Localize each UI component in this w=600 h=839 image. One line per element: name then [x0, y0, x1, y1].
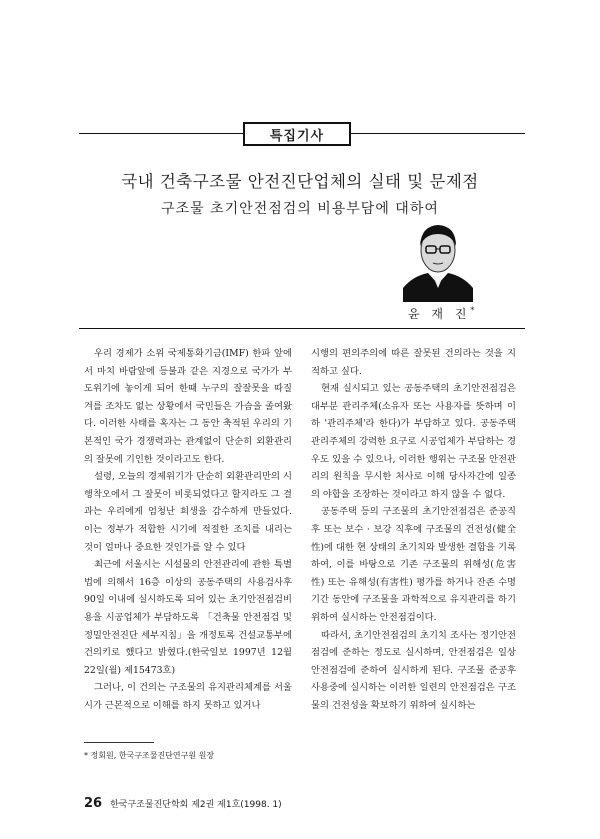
body-column-right — [311, 345, 516, 714]
author-photo — [403, 218, 473, 302]
paragraph: 현재 실시되고 있는 공동주택의 초기안전점검은 대부분 관리주체(소유자 또는 사용자를 뜻하며 이하 '관리주체'라 한다)가 부담하고 있다. 공동주택 관리주체의 강력한 요구로 시공업체가 부담하는 경우도 있을 수 있으나, 이러한 행위는 구조물 안전관리의 원칙을 무시한 처사로 이해 당사자간에 일종의 야합을 조장하는 것이라고 하지 않을 수 없다. — [311, 383, 516, 500]
section-label-box — [243, 122, 351, 146]
paragraph: 공동주택 등의 구조물의 초기안전점검은 준공직후 또는 보수 · 보강 직후에 구조물의 건전성(健全性)에 대한 현 상태의 초기치와 발생한 결함을 기록하여, 이를 바탕으로 기존 구조물의 위해성(危害性) 또는 유해성(有害性) 평가를 하거나 잔존 수명기간 동안에 구조물을 과학적으로 유지관리를 하기 위하여 실시하는 안전점검이다. — [311, 506, 516, 623]
author-name — [408, 305, 474, 322]
paragraph: 설령, 오늘의 경제위기가 단순히 외환관리만의 시행착오에서 그 잘못이 비롯되었다고 할지라도 그 결과는 우리에게 엄청난 희생을 감수하게 만들었다. 이는 정부가 적합한 시기에 적절한 조치를 내리는 것이 얼마나 중요한 것인가를 알 수 있다 — [84, 471, 292, 553]
journal-citation: 한국구조물진단학회 제2권 제1호(1998. 1) — [110, 800, 282, 810]
paragraph: 그러나, 이 건의는 구조물의 유지관리체계를 서울시가 근본적으로 이해를 하지 못하고 있거나 — [84, 682, 292, 711]
article-subtitle: 구조물 초기안전점검의 비용부담에 대하여 — [161, 201, 439, 217]
paragraph: 따라서, 초기안전점검의 초기치 조사는 정기안전점검에 준하는 정도로 실시하며, 안전점검은 일상안전점검에 준하여 실시하게 된다. 구조물 준공후 사용중에 실시하는 이러한 일련의 안전점검은 구조물의 건전성을 확보하기 위하여 실시하는 — [311, 629, 516, 711]
page-footer — [84, 796, 282, 811]
page-number: 26 — [84, 796, 103, 811]
body-column-left — [84, 345, 292, 714]
article-title: 국내 건축구조물 안전진단업체의 실태 및 문제점 — [121, 172, 479, 191]
body-rule — [79, 328, 525, 329]
author-footnote-mark: * — [470, 306, 475, 315]
paragraph: 최근에 서울시는 시설물의 안전관리에 관한 특별법에 의해서 16층 이상의 공동주택의 사용검사후 90일 이내에 실시하도록 되어 있는 초기안전점검비용을 시공업체가 부담하도록 「건축물 안전점검 및 정밀안전진단 세부지침」을 개정토록 건설교통부에 건의키로 했다고 밝혔다.(한국일보 1997년 12월 22일(월) 제15473호) — [84, 559, 292, 676]
section-label: 특집기사 — [269, 128, 325, 144]
paragraph: 시행의 편의주의에 따른 잘못된 건의라는 것을 지적하고 싶다. — [311, 348, 516, 377]
author-name-text: 윤 재 진 — [408, 307, 471, 321]
footnote-rule — [84, 742, 154, 743]
paragraph: 우리 경제가 소위 국제통화기금(IMF) 한파 앞에 서 마치 바람앞에 등불과 같은 지경으로 국가가 부도위기에 놓이게 되어 한때 누구의 잘잘못을 따질 겨를 조차도 없는 상황에서 국민들은 가슴을 졸여왔다. 이러한 사태를 혹자는 그 동안 축적된 우리의 기본적인 국가 경쟁력과는 관계없이 단순히 외환관리의 잘못에 기인한 것이라고도 한다. — [84, 348, 292, 465]
footnote: * 정회원, 한국구조물진단연구원 원장 — [84, 751, 215, 760]
